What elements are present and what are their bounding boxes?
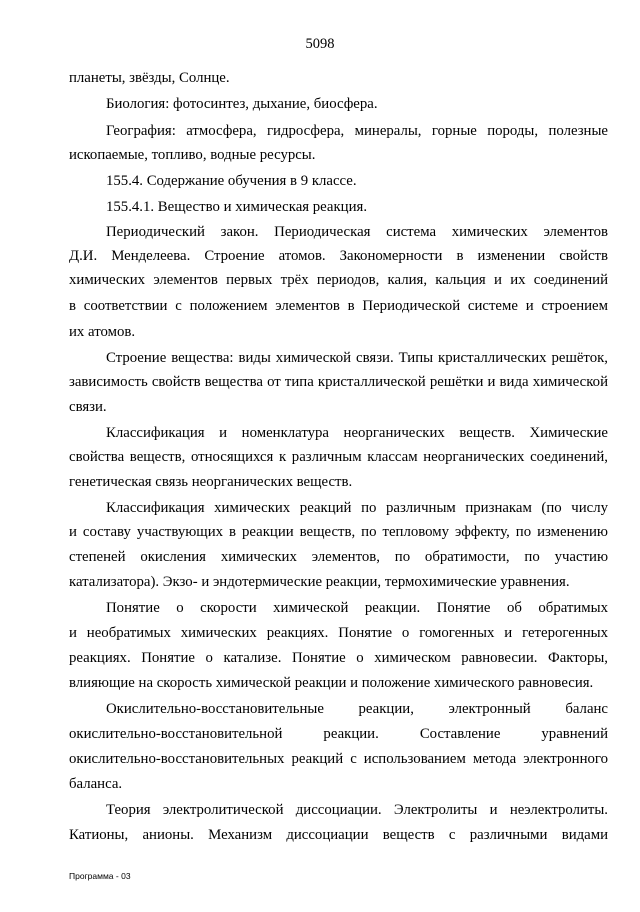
paragraph-line: планеты, звёзды, Солнце.	[69, 70, 230, 86]
section-heading: 155.4. Содержание обучения в 9 классе.	[106, 173, 357, 189]
paragraph-line: Катионы, анионы. Механизм диссоциации веществ с различными видами	[69, 827, 608, 843]
paragraph-line: генетическая связь неорганических веществ.	[69, 474, 353, 490]
paragraph-line: свойства веществ, относящихся к различным классам неорганических соединений,	[69, 449, 608, 465]
paragraph-line: Периодический закон. Периодическая система химических элементов	[106, 224, 608, 240]
paragraph-line: окислительно-восстановительных реакций с использованием метода электронного	[69, 751, 608, 767]
paragraph-line: Д.И. Менделеева. Строение атомов. Закономерности в изменении свойств	[69, 248, 608, 264]
paragraph-line: влияющие на скорость химической реакции и положение химического равновесия.	[69, 675, 594, 691]
paragraph-line: Биология: фотосинтез, дыхание, биосфера.	[106, 96, 378, 112]
paragraph-line: связи.	[69, 399, 107, 415]
subsection-heading: 155.4.1. Вещество и химическая реакция.	[106, 199, 368, 215]
paragraph-line: Классификация химических реакций по различным признакам (по числу	[106, 500, 608, 516]
paragraph-line: и составу участвующих в реакции веществ, по тепловому эффекту, по изменению	[69, 524, 608, 540]
paragraph-line: и необратимых химических реакциях. Понятие о гомогенных и гетерогенных	[69, 625, 608, 641]
paragraph-line: катализатора). Экзо- и эндотермические реакции, термохимические уравнения.	[69, 574, 570, 590]
paragraph-line: Понятие о скорости химической реакции. Понятие об обратимых	[106, 600, 608, 616]
paragraph-line: География: атмосфера, гидросфера, минералы, горные породы, полезные	[106, 123, 608, 139]
page-number: 5098	[305, 36, 335, 52]
paragraph-line: баланса.	[69, 776, 123, 792]
paragraph-line: их атомов.	[69, 324, 136, 340]
paragraph-line: химических элементов первых трёх периодов, калия, кальция и их соединений	[69, 272, 608, 288]
paragraph-line: степеней окисления химических элементов, по обратимости, по участию	[69, 549, 608, 565]
paragraph-line: Строение вещества: виды химической связи. Типы кристаллических решёток,	[106, 350, 608, 366]
footer-label: Программа - 03	[69, 871, 131, 881]
paragraph-line: в соответствии с положением элементов в Периодической системе и строением	[69, 298, 608, 314]
paragraph-line: Теория электролитической диссоциации. Электролиты и неэлектролиты.	[106, 802, 608, 818]
paragraph-line: реакциях. Понятие о катализе. Понятие о химическом равновесии. Факторы,	[69, 650, 608, 666]
paragraph-line: окислительно-восстановительной реакции. Составление уравнений	[69, 726, 608, 742]
paragraph-line: Окислительно-восстановительные реакции, электронный баланс	[106, 701, 608, 717]
paragraph-line: зависимость свойств вещества от типа кристаллической решётки и вида химической	[69, 374, 608, 390]
paragraph-line: Классификация и номенклатура неорганических веществ. Химические	[106, 425, 608, 441]
paragraph-line: ископаемые, топливо, водные ресурсы.	[69, 147, 316, 163]
